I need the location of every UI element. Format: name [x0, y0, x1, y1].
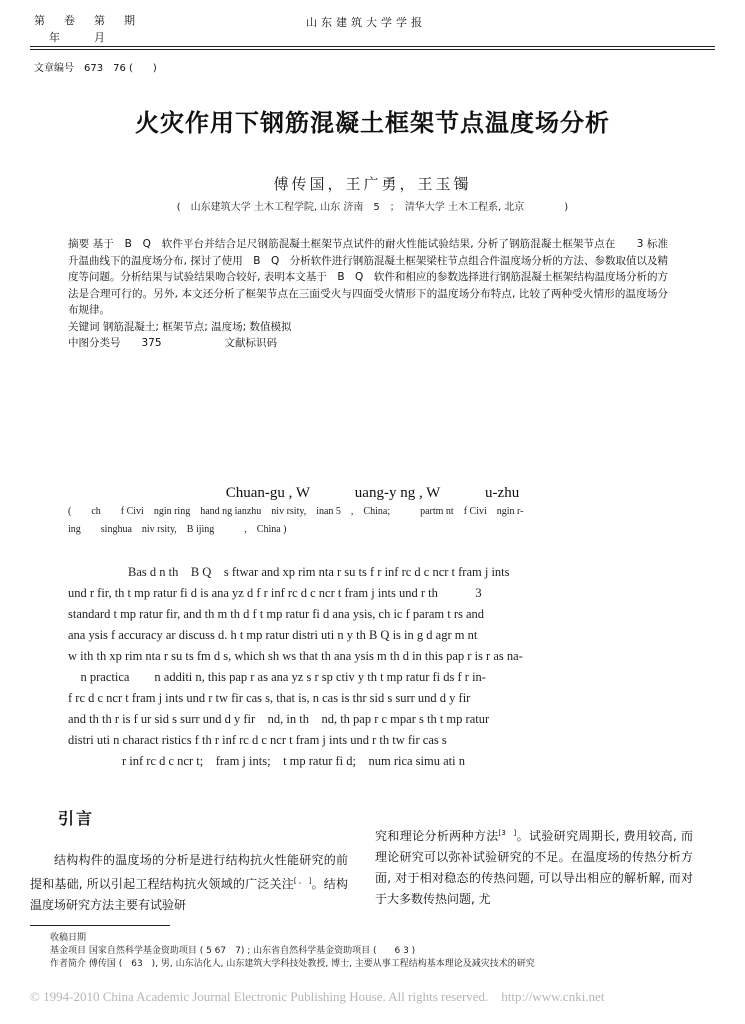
english-abstract-line: ana ysis f accuracy ar discuss d. h t mp ratur distri uti n y th B Q is in g d agr m nt: [68, 628, 478, 642]
english-affiliation: [68, 503, 678, 539]
english-keywords: r inf rc d c ncr t; fram j ints; t mp ratur fi d; num rica simu ati n: [122, 754, 465, 768]
english-abstract-line: and th th r is f ur sid s surr und d y fir nd, in th nd, th pap r c mpar s th t mp ratur: [68, 712, 490, 726]
footnote-separator: [30, 925, 170, 926]
citation-marker: [3 ]: [498, 829, 517, 837]
english-abstract-line: standard t mp ratur fir, and th m th d f t mp ratur fi d ana ysis, ch ic f param t rs and: [68, 607, 485, 621]
journal-name: 山东建筑大学学报: [306, 16, 426, 29]
footnotes: [50, 932, 700, 971]
abstract-text: 摘要 基于 B Q 软件平台并结合足尺钢筋混凝土框架节点试件的耐火性能试验结果, 分析了钢筋混凝土框架节点在 3 标准升温曲线下的温度场分布, 探讨了使用 B Q 分析软件进行钢筋混凝土框架梁柱节点组合件温度场分析的方法、参数取值以及精度等问题。分析结果与试验结果吻合较好, 表明本文基于 B Q 软件和相应的参数选择进行钢筋混凝土框架结构温度场分析的方法是合理可行的。另外, 本文还分析了框架节点在三面受火与四面受火情形下的温度场分布特点, 比较了两种受火情形的温度场分布规律。: [68, 238, 668, 316]
body-text: 究和理论分析两种方法: [375, 829, 499, 843]
english-affiliation-line: ing singhua niv rsity, B ijing , China ): [68, 524, 287, 535]
chinese-abstract: [68, 236, 668, 352]
paper-title: 火灾作用下钢筋混凝土框架节点温度场分析: [135, 109, 610, 137]
english-affiliation-line: ( ch f Civi ngin ring hand ng ianzhu niv rsity, inan 5 , China; partm nt f Civi ngin r-: [68, 506, 524, 517]
article-number: 文章编号 673 76 ( ): [34, 63, 157, 74]
english-authors: Chuan-gu , W uang-y ng , W u-zhu: [225, 485, 520, 501]
author-list: 傅传国，王广勇，王玉镯: [273, 175, 472, 193]
body-text: 。结构温度场研究方法主要有试验研: [30, 877, 348, 912]
body-paragraph: [375, 823, 693, 910]
footnote-received: 收稿日期: [50, 933, 87, 943]
english-abstract-line: n practica n additi n, this pap r as ana yz s r sp ctiv y th t mp ratur fi ds f r in-: [68, 670, 486, 684]
english-abstract: [68, 562, 678, 772]
citation-marker: [ , ]: [293, 877, 312, 885]
body-right-column: [375, 823, 693, 910]
footnote-author: 作者简介 傅传国 ( 63 ), 男, 山东沾化人, 山东建筑大学科技处教授, 博士, 主要从事工程结构基本理论及减灾技术的研究: [50, 959, 535, 969]
year-month-label: 年 月: [34, 31, 109, 44]
header-rule: [30, 46, 715, 47]
english-abstract-line: f rc d c ncr t fram j ints und r tw fir cas s, that is, n cas is thr sid s surr und d y fir: [68, 691, 471, 705]
body-left-column: [30, 850, 348, 916]
body-paragraph: [30, 850, 348, 916]
section-heading-introduction: 引言: [58, 809, 95, 828]
body-text: 结构构件的温度场的分析是进行结构抗火性能研究的前提和基础, 所以引起工程结构抗火领域的广泛关注: [30, 853, 348, 891]
header-rule-second: [30, 49, 715, 50]
footnote-fund: 基金项目 国家自然科学基金资助项目 ( 5 67 7) ; 山东省自然科学基金资助项目 ( 6 3 ): [50, 946, 416, 956]
classification-codes: 中图分类号 375 文献标识码: [68, 337, 278, 349]
english-abstract-line: distri uti n charact ristics f th r inf rc d c ncr t fram j ints und r th tw fir cas s: [68, 733, 447, 747]
volume-issue-label: 第 卷 第 期: [34, 14, 139, 27]
copyright-notice: © 1994-2010 China Academic Journal Electronic Publishing House. All rights reserved. http://www.cnki.net: [30, 989, 605, 1004]
english-abstract-line: und r fir, th t mp ratur fi d is ana yz d f r inf rc d c ncr t fram j ints und r th 3: [68, 586, 482, 600]
english-abstract-line: w ith th xp rim nta r su ts fm d s, which sh ws that th ana ysis m th d in this pap r is r as na-: [68, 649, 523, 663]
body-text: 。试验研究周期长, 费用较高, 而理论研究可以弥补试验研究的不足。在温度场的传热分析方面, 对于相对稳态的传热问题, 可以导出相应的解析解, 而对于大多数传热问题, 尤: [375, 829, 693, 906]
author-affiliation: ( 山东建筑大学 土木工程学院, 山东 济南 5 ； 清华大学 土木工程系, 北京 ): [176, 202, 569, 213]
english-abstract-line: Bas d n th B Q s ftwar and xp rim nta r su ts f r inf rc d c ncr t fram j ints: [128, 565, 510, 579]
keywords: 关键词 钢筋混凝土; 框架节点; 温度场; 数值模拟: [68, 320, 292, 333]
